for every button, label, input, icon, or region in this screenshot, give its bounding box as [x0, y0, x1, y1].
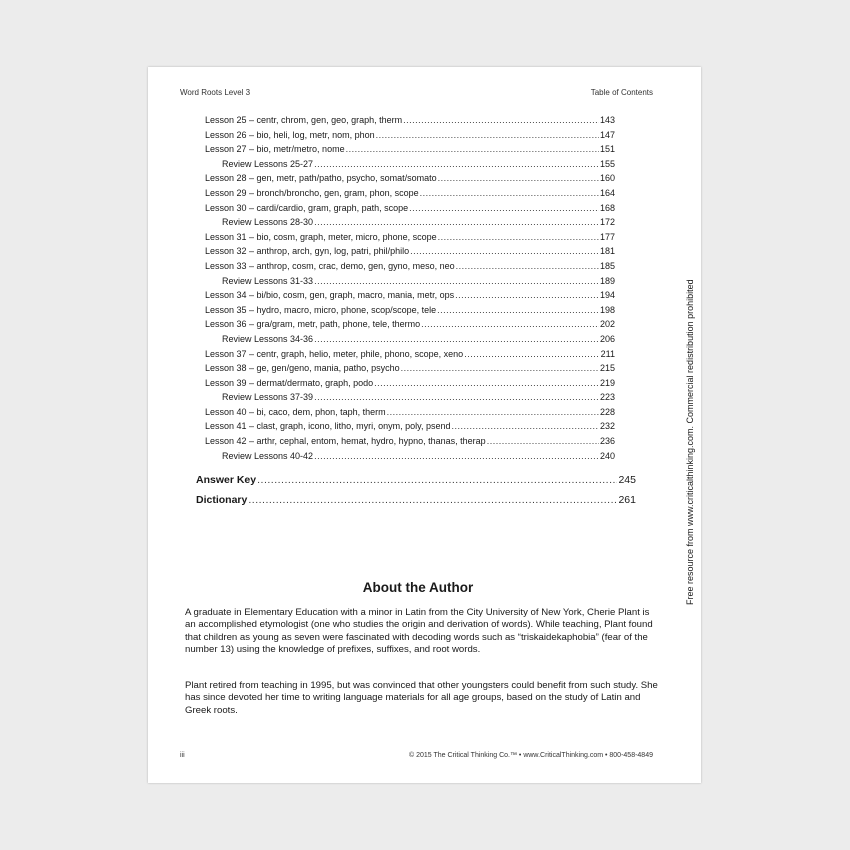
- toc-entry-page: 198: [599, 304, 615, 315]
- toc-entry-label: Lesson 26 – bio, heli, log, metr, nom, phon: [205, 129, 375, 140]
- toc-lesson-entry: [205, 361, 615, 376]
- toc-entry-label: Lesson 31 – bio, cosm, graph, meter, micro, phone, scope: [205, 231, 437, 242]
- leader-dots: [387, 405, 599, 420]
- document-page: [148, 67, 701, 783]
- toc-lesson-entry: [205, 186, 615, 201]
- toc-entry-page: 206: [599, 333, 615, 344]
- leader-dots: [409, 201, 599, 216]
- toc-entry-label: Lesson 38 – ge, gen/geno, mania, patho, psycho: [205, 363, 400, 374]
- toc-entry-page: 211: [600, 348, 615, 359]
- toc-lesson-entry: [205, 376, 615, 391]
- toc-entry-label: Lesson 28 – gen, metr, path/patho, psycho, somat/somato: [205, 173, 437, 184]
- toc-entry-label: Lesson 36 – gra/gram, metr, path, phone, tele, thermo: [205, 319, 421, 330]
- leader-dots: [455, 288, 599, 303]
- toc-entry-label: Review Lessons 28-30: [222, 217, 314, 228]
- toc-lesson-entry: [205, 259, 615, 274]
- leader-dots: [257, 471, 617, 489]
- dictionary-label: Dictionary: [196, 494, 248, 506]
- redistribution-notice: Free resource from www.criticalthinking.com. Commercial redistribution prohibited: [685, 279, 695, 605]
- table-of-contents: [205, 113, 615, 463]
- copyright-footer: © 2015 The Critical Thinking Co.™ • www.CriticalThinking.com • 800-458-4849: [408, 752, 653, 759]
- answer-key-page: 245: [618, 474, 636, 486]
- leader-dots: [374, 376, 599, 391]
- toc-entry-label: Review Lessons 31-33: [222, 275, 314, 286]
- toc-entry-label: Lesson 35 – hydro, macro, micro, phone, scop/scope, tele: [205, 304, 437, 315]
- toc-entry-label: Lesson 37 – centr, graph, helio, meter, phile, phono, scope, xeno: [205, 348, 464, 359]
- toc-entry-label: Review Lessons 34-36: [222, 333, 314, 344]
- leader-dots: [421, 317, 599, 332]
- toc-entry-page: 202: [599, 319, 615, 330]
- toc-entry-label: Review Lessons 25-27: [222, 158, 314, 169]
- leader-dots: [314, 274, 599, 289]
- toc-entry-label: Lesson 25 – centr, chrom, gen, geo, graph, therm: [205, 115, 403, 125]
- running-header-section: Table of Contents: [590, 88, 653, 97]
- toc-entry-page: 236: [599, 436, 615, 447]
- toc-lesson-entry: [205, 244, 615, 259]
- leader-dots: [451, 419, 599, 434]
- toc-entry-page: 189: [599, 275, 615, 286]
- toc-lesson-entry: [205, 288, 615, 303]
- about-title: About the Author: [362, 580, 474, 595]
- toc-lesson-entry: [205, 171, 615, 186]
- leader-dots: [438, 171, 599, 186]
- toc-entry-page: 168: [599, 202, 615, 213]
- about-paragraph-2: Plant retired from teaching in 1995, but was convinced that other youngsters could benefit from such study. She has since devoted her time to writing language materials for all age groups, based on the study of Latin and Greek roots.: [185, 680, 658, 716]
- dictionary-page: 261: [618, 494, 636, 506]
- toc-lesson-entry: [205, 201, 615, 216]
- toc-entry-label: Lesson 40 – bi, caco, dem, phon, taph, therm: [205, 406, 386, 417]
- toc-entry-label: Lesson 42 – arthr, cephal, entom, hemat, hydro, hypno, thanas, therap: [205, 436, 486, 447]
- toc-entry-page: 232: [599, 421, 615, 432]
- toc-entry-page: 177: [599, 231, 615, 242]
- toc-lesson-entry: [205, 230, 615, 245]
- toc-entry-label: Review Lessons 37-39: [222, 392, 314, 403]
- leader-dots: [487, 434, 599, 449]
- toc-entry-label: Lesson 33 – anthrop, cosm, crac, demo, gen, gyno, meso, neo: [205, 260, 455, 271]
- toc-lesson-entry: [205, 113, 615, 128]
- leader-dots: [314, 215, 599, 230]
- about-paragraph-1: A graduate in Elementary Education with a minor in Latin from the City University of New York, Cherie Plant is an accomplished etymologist (one who studies the origin and derivation of words). While teaching, Plant found that children as young as seven were fascinated with decoding words such as “triskaidekaphobia” (fear of the number 13) using the knowledge of prefixes, suffixes, and root words.: [185, 607, 653, 656]
- leader-dots: [376, 128, 599, 143]
- toc-entry-page: 215: [599, 363, 615, 374]
- toc-entry-label: Lesson 29 – bronch/broncho, gen, gram, phon, scope: [205, 187, 419, 198]
- toc-review-entry: [205, 449, 615, 464]
- toc-entry-page: 172: [599, 217, 615, 228]
- toc-entry-page: 181: [599, 246, 615, 257]
- running-header-title: Word Roots Level 3: [180, 88, 251, 97]
- leader-dots: [346, 142, 599, 157]
- toc-entry-page: 164: [599, 187, 615, 198]
- leader-dots: [420, 186, 599, 201]
- toc-entry-label: Lesson 32 – anthrop, arch, gyn, log, patri, phil/philo: [205, 246, 410, 257]
- toc-review-entry: [205, 157, 615, 172]
- toc-entry-label: Review Lessons 40-42: [222, 450, 314, 461]
- toc-lesson-entry: [205, 142, 615, 157]
- toc-review-entry: [205, 215, 615, 230]
- toc-lesson-entry: [205, 419, 615, 434]
- toc-lesson-entry: [205, 347, 615, 362]
- toc-entry-label: Lesson 41 – clast, graph, icono, litho, myri, onym, poly, psend: [205, 421, 451, 432]
- toc-entry-label: Lesson 34 – bi/bio, cosm, gen, graph, macro, mania, metr, ops: [205, 290, 455, 301]
- leader-dots: [248, 491, 617, 509]
- toc-entry-page: 219: [599, 377, 615, 388]
- toc-entry-page: 223: [599, 392, 615, 403]
- toc-entry-page: 143: [599, 115, 615, 125]
- leader-dots: [437, 303, 599, 318]
- answer-key-label: Answer Key: [196, 474, 257, 486]
- toc-entry-page: 147: [599, 129, 615, 140]
- leader-dots: [314, 390, 599, 405]
- leader-dots: [438, 230, 599, 245]
- toc-review-entry: [205, 390, 615, 405]
- toc-entry-label: Lesson 39 – dermat/dermato, graph, podo: [205, 377, 374, 388]
- toc-lesson-entry: [205, 128, 615, 143]
- dictionary-entry: [196, 491, 636, 509]
- toc-entry-page: 160: [599, 173, 615, 184]
- page-number: iii: [180, 752, 185, 759]
- leader-dots: [314, 449, 599, 464]
- toc-lesson-entry: [205, 434, 615, 449]
- leader-dots: [410, 244, 599, 259]
- leader-dots: [314, 332, 599, 347]
- toc-lesson-entry: [205, 317, 615, 332]
- toc-entry-page: 194: [599, 290, 615, 301]
- leader-dots: [401, 361, 599, 376]
- toc-review-entry: [205, 332, 615, 347]
- toc-lesson-entry: [205, 303, 615, 318]
- leader-dots: [403, 113, 599, 128]
- leader-dots: [456, 259, 599, 274]
- answer-key-entry: [196, 471, 636, 489]
- toc-entry-label: Lesson 27 – bio, metr/metro, nome: [205, 144, 345, 155]
- toc-entry-page: 155: [599, 158, 615, 169]
- leader-dots: [314, 157, 599, 172]
- toc-entry-page: 240: [599, 450, 615, 461]
- toc-review-entry: [205, 274, 615, 289]
- leader-dots: [464, 347, 599, 362]
- toc-lesson-entry: [205, 405, 615, 420]
- toc-entry-page: 185: [599, 260, 615, 271]
- toc-entry-label: Lesson 30 – cardi/cardio, gram, graph, path, scope: [205, 202, 409, 213]
- toc-entry-page: 151: [599, 144, 615, 155]
- toc-entry-page: 228: [599, 406, 615, 417]
